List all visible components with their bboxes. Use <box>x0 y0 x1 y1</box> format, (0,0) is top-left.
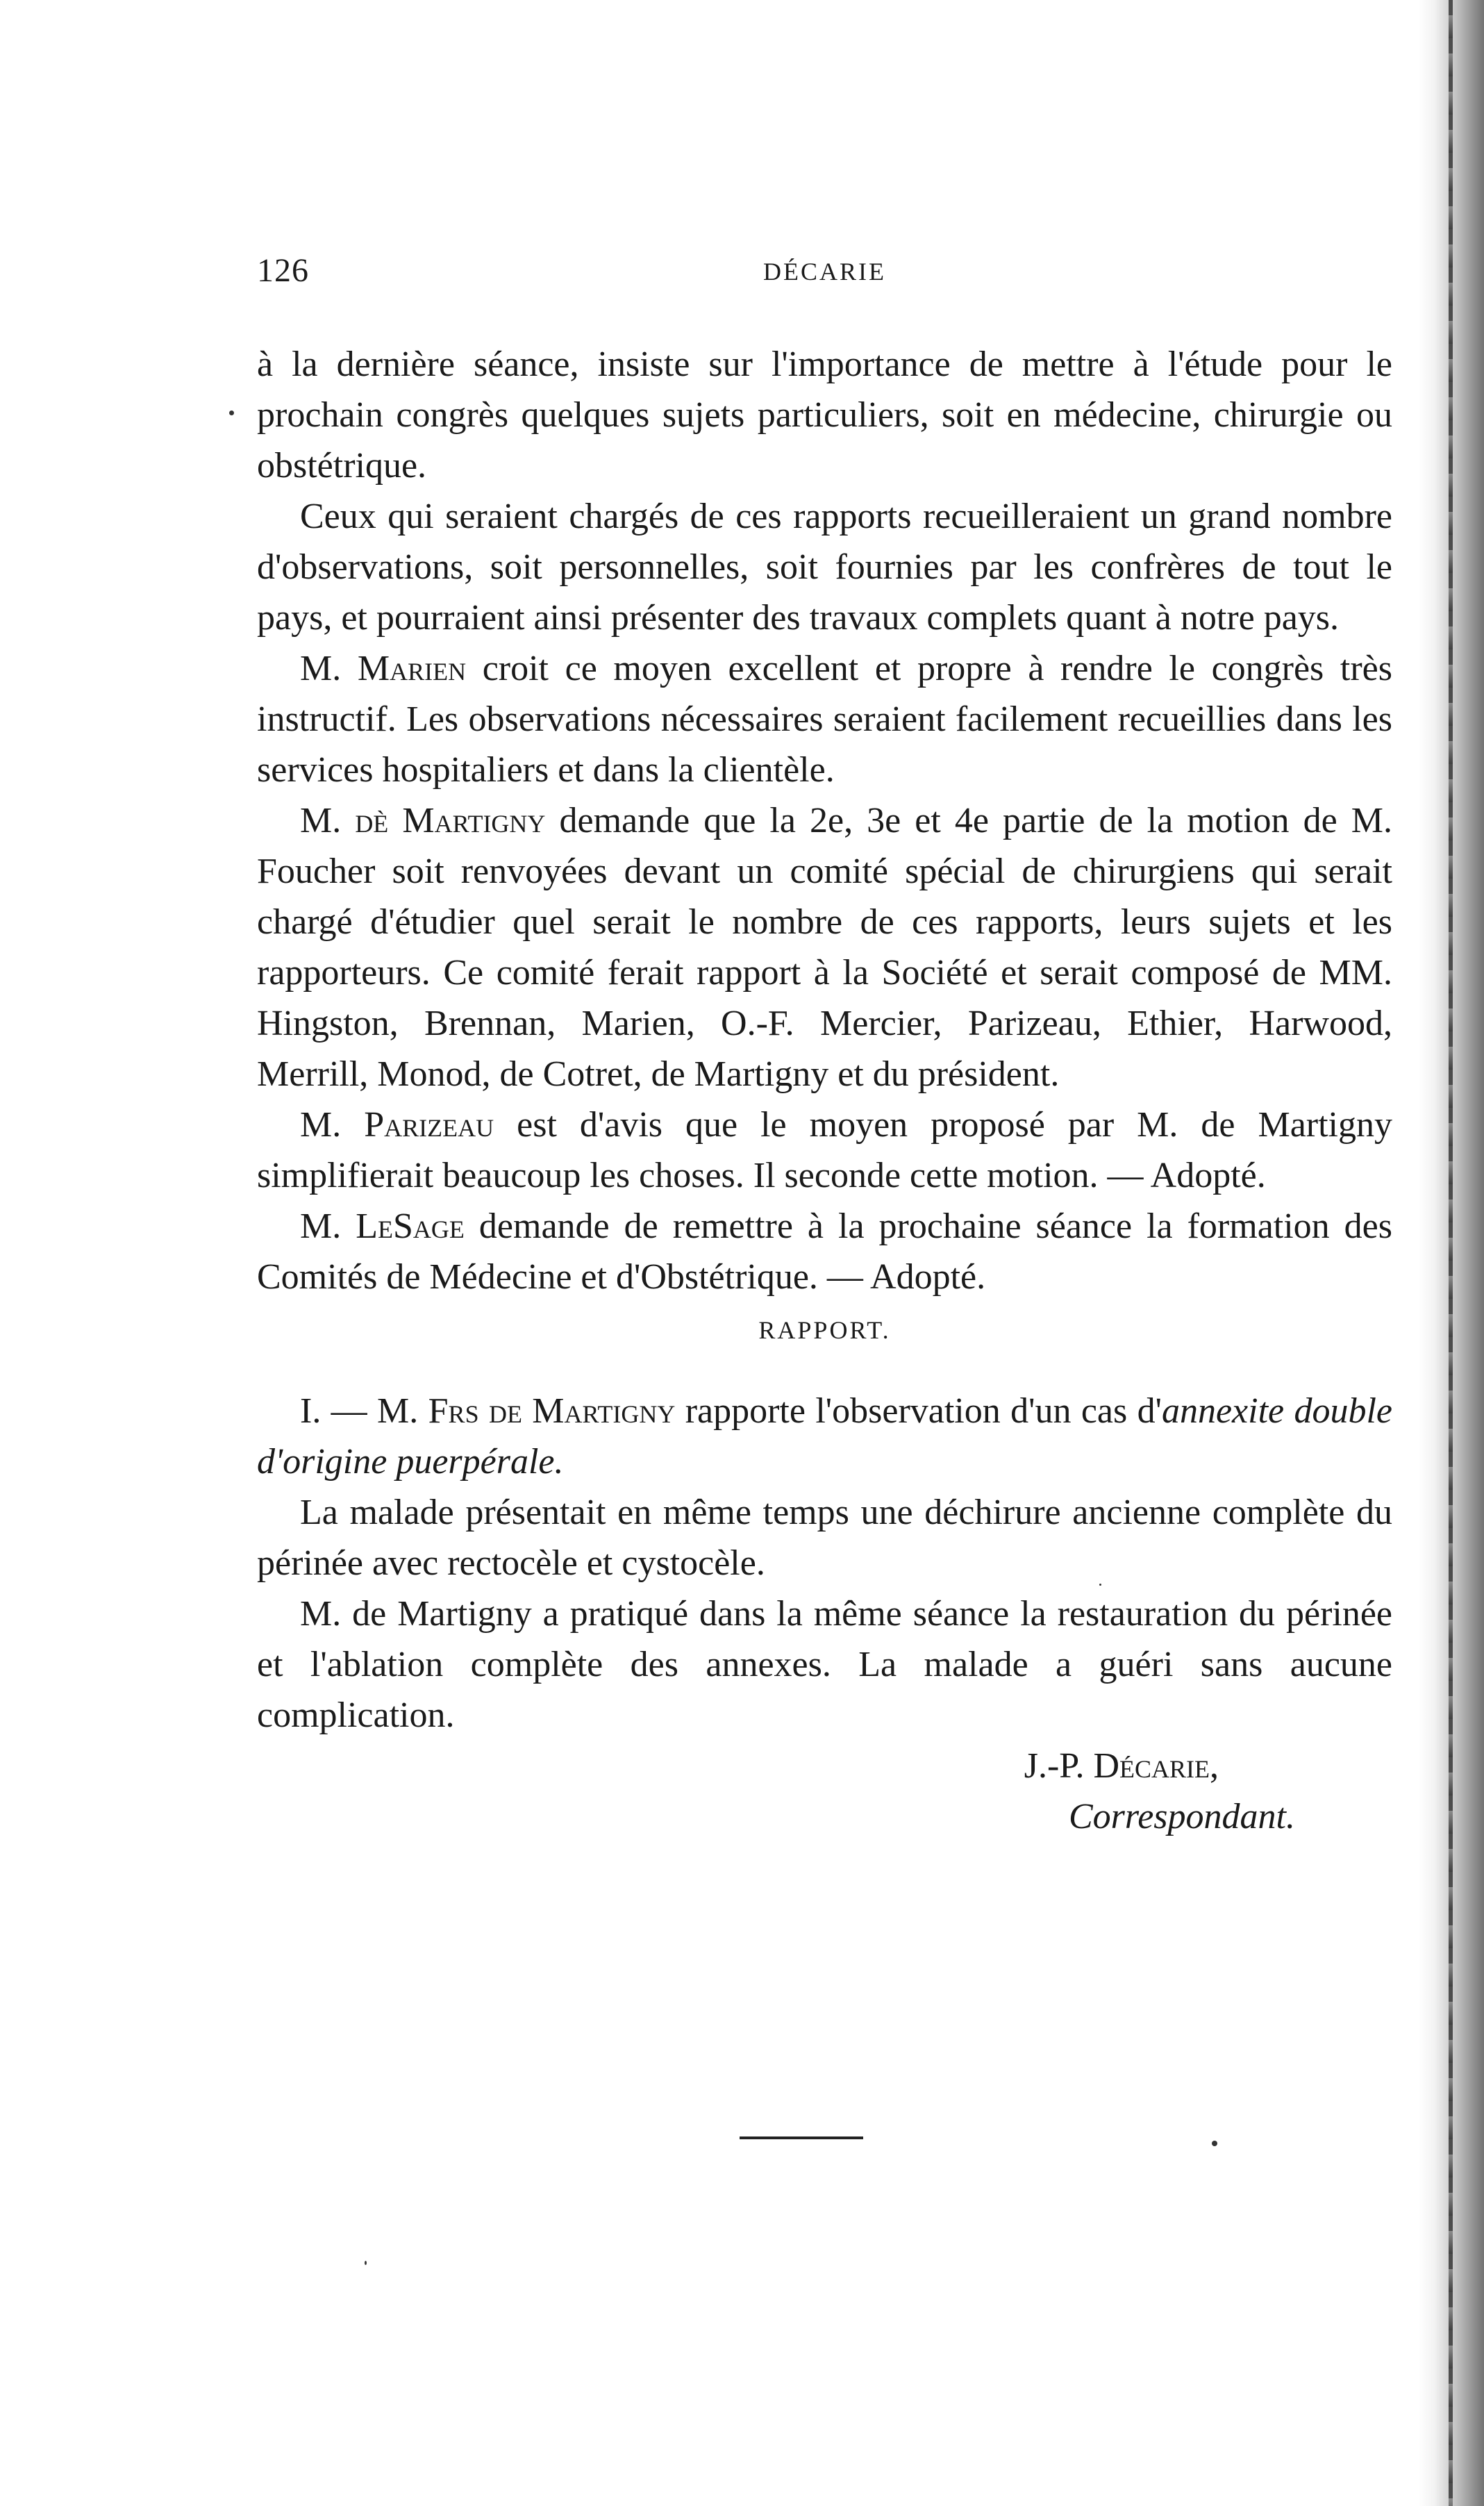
scan-speck <box>365 2261 367 2265</box>
speaker-name: dè Martigny <box>355 801 546 840</box>
speaker-name: Parizeau <box>364 1105 494 1145</box>
paragraph <box>257 1386 1392 1487</box>
end-rule <box>740 2136 863 2139</box>
paragraph: Ceux qui seraient chargés de ces rapports recueilleraient un grand nombre d'observations, soit personnelles, soit fournies par les confrères de tout le pays, et pourraient ainsi présenter des travaux complets quant à notre pays. <box>257 497 1392 638</box>
signature <box>257 1741 1392 1842</box>
paragraph-text: demande que la 2e, 3e et 4e partie de la motion de M. Foucher soit renvoyées devant un comité spécial de chirurgiens qui serait chargé d'étudier quel serait le nombre de ces rapports, leurs sujets et les rapporteurs. Ce comité ferait rapport à la Société et serait composé de MM. Hingston, Brennan, Marien, O.-F. Mercier, Parizeau, Ethier, Harwood, Merrill, Monod, de Cotret, de Martigny et du président. <box>257 801 1393 1094</box>
page-number: 126 <box>257 252 309 289</box>
paragraph <box>257 1100 1392 1201</box>
signature-name: J.-P. Décarie, <box>1024 1746 1219 1786</box>
paragraph-text: demande de remettre à la prochaine séance la formation des Comités de Médecine et d'Obstétrique. — Adopté. <box>257 1206 1392 1297</box>
paragraph <box>257 643 1392 795</box>
page-header <box>257 251 1392 300</box>
speaker-name: Frs de Martigny <box>428 1391 676 1431</box>
running-head: DÉCARIE <box>763 258 886 285</box>
paragraph <box>257 1201 1392 1302</box>
scan-speck <box>1212 2141 1217 2146</box>
paragraph: M. de Martigny a pratiqué dans la même séance la restauration du périnée et l'ablation complète des annexes. La malade a guéri sans aucune complication. <box>257 1594 1392 1735</box>
speaker-name: Marien <box>357 649 467 688</box>
case-title: annexite double d'origine puerpérale. <box>257 1391 1392 1482</box>
speaker-prefix: M. <box>300 649 358 688</box>
paragraph: La malade présentait en même temps une déchirure ancienne complète du périnée avec rectocèle et cystocèle. <box>257 1493 1392 1583</box>
speaker-prefix: I. — M. <box>300 1391 428 1431</box>
speaker-prefix: M. <box>300 1206 356 1246</box>
page-binding-edge <box>1449 0 1453 2506</box>
body-text <box>257 339 1392 1842</box>
scan-speck <box>229 410 234 415</box>
paragraph-text: est d'avis que le moyen proposé par M. de Martigny simplifierait beaucoup les choses. Il seconde cette motion. — Adopté. <box>257 1105 1392 1195</box>
section-title: RAPPORT. <box>758 1316 891 1344</box>
paragraph-text: croit ce moyen excellent et propre à rendre le congrès très instructif. Les observations nécessaires seraient facilement recueillies dans les services hospitaliers et dans la clientèle. <box>257 649 1392 790</box>
paragraph-text: rapporte l'observation d'un cas d' <box>675 1391 1162 1431</box>
paragraph <box>257 795 1392 1100</box>
signature-title: Correspondant. <box>1069 1797 1295 1836</box>
speaker-prefix: M. <box>300 1105 365 1145</box>
paragraph: à la dernière séance, insiste sur l'importance de mettre à l'étude pour le prochain congrès quelques sujets particuliers, soit en médecine, chirurgie ou obstétrique. <box>257 345 1392 486</box>
speaker-prefix: M. <box>300 801 356 840</box>
speaker-name: LeSage <box>356 1206 465 1246</box>
